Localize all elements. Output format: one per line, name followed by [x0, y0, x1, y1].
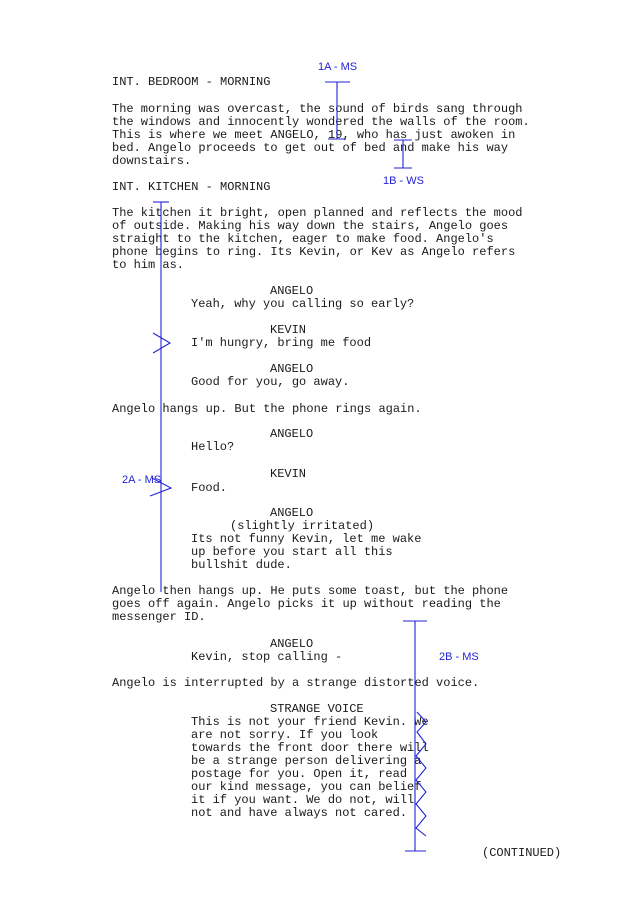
- action-line: to him as.: [112, 258, 185, 272]
- action-line: straight to the kitchen, eager to make food. Angelo's: [112, 232, 494, 246]
- character-cue: STRANGE VOICE: [270, 702, 364, 716]
- shot-line-squiggle: [416, 712, 426, 836]
- dialogue-line: Kevin, stop calling -: [191, 650, 343, 664]
- continued-marker: (CONTINUED): [482, 846, 562, 860]
- shot-mark-2a: 2A - MS: [122, 474, 162, 486]
- action-line: The kitchen it bright, open planned and reflects the mood: [112, 206, 523, 220]
- dialogue-line: Food.: [191, 481, 228, 495]
- character-cue: ANGELO: [270, 427, 314, 441]
- action-line: messenger ID.: [112, 610, 206, 624]
- dialogue-line: Its not funny Kevin, let me wake: [191, 532, 422, 546]
- action-line: downstairs.: [112, 154, 192, 168]
- dialogue-line: are not sorry. If you look: [191, 728, 379, 742]
- action-line: goes off again. Angelo picks it up without reading the: [112, 597, 501, 611]
- action-line: Angelo is interrupted by a strange distorted voice.: [112, 676, 480, 690]
- dialogue-line: it if you want. We do not, will: [191, 793, 415, 807]
- parenthetical: (slightly irritated): [230, 519, 375, 533]
- character-cue: ANGELO: [270, 506, 314, 520]
- dialogue-line: Good for you, go away.: [191, 375, 350, 389]
- scene-heading-kitchen: INT. KITCHEN - MORNING: [112, 180, 271, 194]
- action-line: of outside. Making his way down the stairs, Angelo goes: [112, 219, 509, 233]
- action-line: phone begins to ring. Its Kevin, or Kev as Angelo refers: [112, 245, 516, 259]
- character-cue: KEVIN: [270, 467, 307, 481]
- dialogue-line: towards the front door there will: [191, 741, 429, 755]
- action-line: Angelo then hangs up. He puts some toast, but the phone: [112, 584, 509, 598]
- character-cue: ANGELO: [270, 362, 314, 376]
- dialogue-line: bullshit dude.: [191, 558, 292, 572]
- shot-mark-2b: 2B - MS: [439, 651, 479, 663]
- dialogue-line: Yeah, why you calling so early?: [191, 297, 415, 311]
- action-line: the windows and innocently wondered the walls of the room.: [112, 115, 530, 129]
- character-cue: KEVIN: [270, 323, 307, 337]
- shot-line-squiggle: [153, 333, 170, 353]
- dialogue-line: This is not your friend Kevin. We: [191, 715, 429, 729]
- action-line: Angelo hangs up. But the phone rings again.: [112, 402, 422, 416]
- dialogue-line: our kind message, you can belief: [191, 780, 422, 794]
- character-cue: ANGELO: [270, 637, 314, 651]
- scene-heading-bedroom: INT. BEDROOM - MORNING: [112, 75, 271, 89]
- dialogue-line: I'm hungry, bring me food: [191, 336, 372, 350]
- dialogue-line: postage for you. Open it, read: [191, 767, 408, 781]
- dialogue-line: be a strange person delivering a: [191, 754, 422, 768]
- dialogue-line: up before you start all this: [191, 545, 393, 559]
- action-line: This is where we meet ANGELO, 19, who has just awoken in: [112, 128, 516, 142]
- dialogue-line: Hello?: [191, 440, 235, 454]
- action-line: The morning was overcast, the sound of birds sang through: [112, 102, 523, 116]
- shot-mark-1a: 1A - MS: [318, 61, 358, 73]
- dialogue-line: not and have always not cared.: [191, 806, 408, 820]
- character-cue: ANGELO: [270, 284, 314, 298]
- action-line: bed. Angelo proceeds to get out of bed and make his way: [112, 141, 509, 155]
- shot-mark-1b: 1B - WS: [383, 175, 424, 187]
